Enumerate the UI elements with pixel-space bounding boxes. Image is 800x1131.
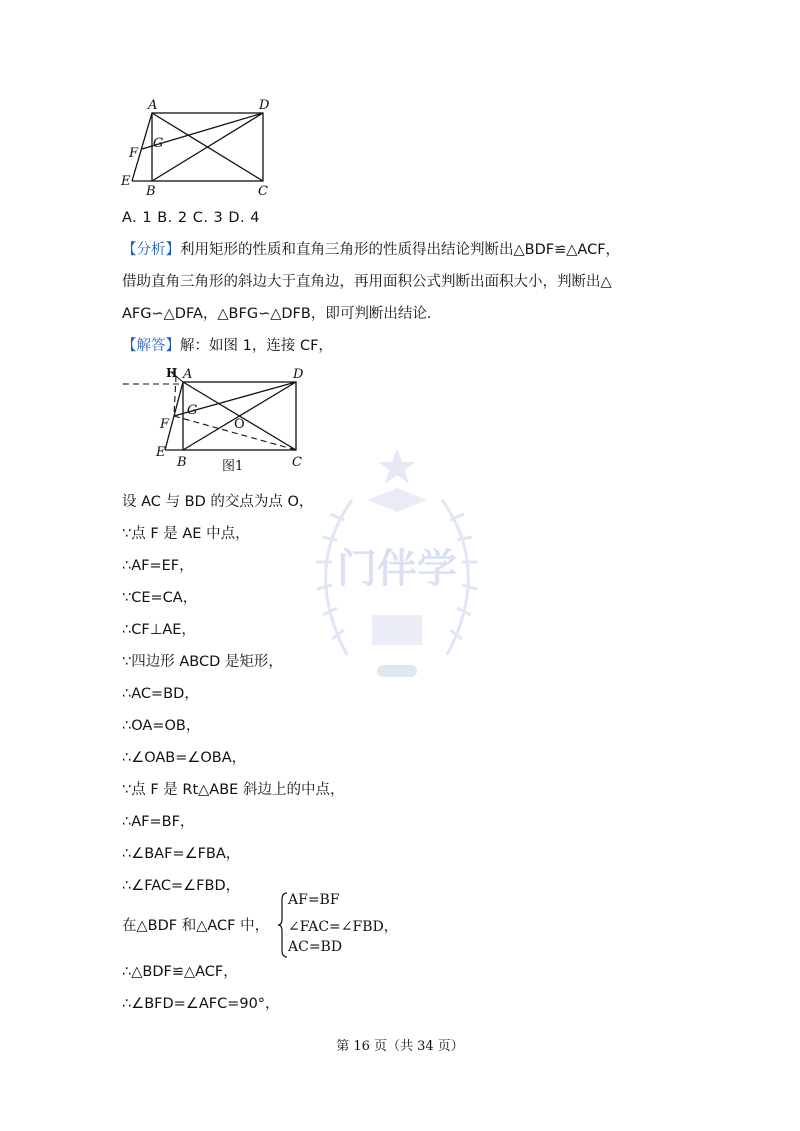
step-11: ∴AF=BF， <box>122 814 195 830</box>
analysis-line-2: 借助直角三角形的斜边大于直角边，再用面积公式判断出面积大小，判断出△ <box>122 274 612 290</box>
label-C: C <box>292 455 302 470</box>
system-eq-2: ∠FAC=∠FBD， <box>288 919 398 935</box>
label-O: O <box>234 417 245 432</box>
label-A: A <box>183 367 193 382</box>
step-10: ∵点 F 是 Rt△ABE 斜边上的中点， <box>122 782 345 798</box>
step-7: ∴AC=BD， <box>122 686 199 702</box>
system-eq-1: AF=BF <box>288 892 340 908</box>
label-G: G <box>153 136 164 151</box>
page-footer: 第 16 页（共 34 页） <box>336 1039 464 1054</box>
geometry-figure-1 <box>118 362 318 480</box>
step-6: ∵四边形 ABCD 是矩形， <box>122 654 283 670</box>
analysis-line-3: AFG∽△DFA，△BFG∽△DFB，即可判断出结论． <box>122 306 442 322</box>
solution-tag: 【解答】 <box>122 338 180 354</box>
label-A: A <box>148 98 158 113</box>
label-B: B <box>146 184 156 199</box>
watermark-text: 门伴学 <box>337 546 457 592</box>
label-E: E <box>121 174 131 189</box>
step-1: 设 AC 与 BD 的交点为点 O， <box>122 494 314 510</box>
step-5: ∴CF⊥AE， <box>122 622 196 638</box>
answer-choices: A. 1 B. 2 C. 3 D. 4 <box>122 210 261 226</box>
label-G: G <box>187 403 198 418</box>
star-icon <box>378 448 416 484</box>
analysis-text-1: 利用矩形的性质和直角三角形的性质得出结论判断出△BDF≌△ACF， <box>180 242 621 258</box>
step-12: ∴∠BAF=∠FBA， <box>122 846 241 862</box>
system-eq-3: AC=BD <box>288 939 343 955</box>
label-F: F <box>160 417 170 432</box>
label-D: D <box>293 367 304 382</box>
analysis-tag: 【分析】 <box>122 242 180 258</box>
label-H: H <box>166 366 178 380</box>
step-2: ∵点 F 是 AE 中点， <box>122 526 250 542</box>
step-8: ∴OA=OB， <box>122 718 201 734</box>
step-3: ∴AF=EF， <box>122 558 194 574</box>
label-F: F <box>129 146 139 161</box>
step-13: ∴∠FAC=∠FBD， <box>122 878 241 894</box>
label-E: E <box>156 445 166 460</box>
figure-caption: 图1 <box>222 459 244 474</box>
analysis-line-1 <box>122 240 620 260</box>
label-D: D <box>259 98 270 113</box>
watermark-logo <box>292 440 502 710</box>
solution-intro <box>122 336 333 356</box>
label-B: B <box>177 455 187 470</box>
step-9: ∴∠OAB=∠OBA， <box>122 750 247 766</box>
step-4: ∵CE=CA， <box>122 590 198 606</box>
conclusion-1: ∴△BDF≌△ACF， <box>122 964 238 980</box>
solution-intro-text: 解：如图 1，连接 CF， <box>180 338 333 354</box>
left-brace-icon <box>278 892 288 958</box>
geometry-figure-top <box>115 95 285 205</box>
label-C: C <box>258 184 268 199</box>
system-prefix: 在△BDF 和△ACF 中， <box>122 918 270 934</box>
conclusion-2: ∴∠BFD=∠AFC=90°， <box>122 996 280 1012</box>
